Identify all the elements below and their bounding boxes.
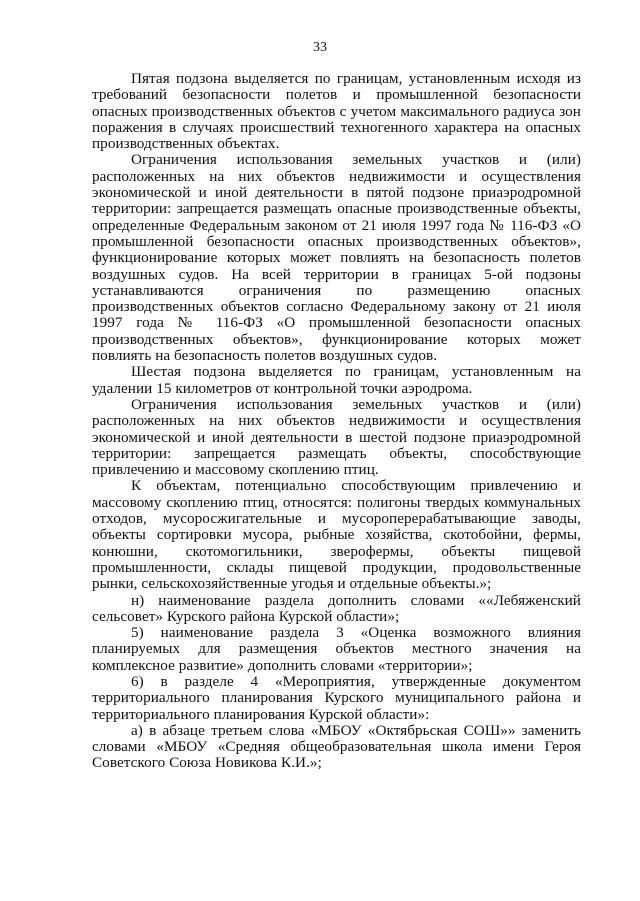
paragraph-bird-attracting-objects: К объектам, потенциально способствующим привлечению и массовому скоплению птиц, относятся: полигоны твердых коммунальных отходов, мусоросжигательные и мусороперерабатывающие заводы, объекты сортировки мусора, рыбные хозяйства, скотобойни, фермы, конюшни, скотомогильники, зверофермы, объекты пищевой промышленности, склады пищевой продукции, продовольственные рынки, сельскохозяйственные угодья и отдельные объекты.»;	[92, 477, 581, 593]
paragraph-amendment-6: 6) в разделе 4 «Мероприятия, утвержденные документом территориального планирования Курского муниципального района и территориального планирования Курской области»:	[92, 672, 581, 723]
paragraph-fifth-subzone-restrictions: Ограничения использования земельных участков и (или) расположенных на них объектов недвижимости и осуществления экономической и иной деятельности в пятой подзоне приаэродромной территории: запрещается размещать опасные производственные объекты, определенные Федеральным законом от 21 июля 1997 года № 116-ФЗ «О промышленной безопасности опасных производственных объектов», функционирование которых может повлиять на безопасность полетов воздушных судов. На всей территории в границах 5-ой подзоны устанавливаются ограничения по размещению опасных производственных объектов согласно Федеральному закону от 21 июля 1997 года № 116-ФЗ «О промышленной безопасности опасных производственных объектов», функционирование которых может повлиять на безопасность полетов воздушных судов.	[92, 151, 581, 365]
paragraph-amendment-5: 5) наименование раздела 3 «Оценка возможного влияния планируемых для размещения объектов местного значения на комплексное развитие» дополнить словами «территории»;	[92, 624, 581, 674]
document-body	[92, 71, 581, 772]
paragraph-amendment-6a: а) в абзаце третьем слова «МБОУ «Октябрьская СОШ»» заменить словами «МБОУ «Средняя общеобразовательная школа имени Героя Советского Союза Новикова К.И.»;	[92, 721, 581, 772]
paragraph-sixth-subzone: Шестая подзона выделяется по границам, установленным на удалении 15 километров от контрольной точки аэродрома.	[92, 363, 581, 397]
paragraph-amendment-n: н) наименование раздела дополнить словами ««Лебяженский сельсовет» Курского района Курской области»;	[92, 591, 581, 625]
paragraph-fifth-subzone: Пятая подзона выделяется по границам, установленным исходя из требований безопасности полетов и промышленной безопасности опасных производственных объектов с учетом максимального радиуса зон поражения в случаях происшествий техногенного характера на опасных производственных объектах.	[92, 70, 581, 153]
page-number: 33	[313, 40, 327, 55]
paragraph-sixth-subzone-restrictions: Ограничения использования земельных участков и (или) расположенных на них объектов недвижимости и осуществления экономической и иной деятельности в шестой подзоне приаэродромной территории: запрещается размещать объекты, способствующие привлечению и массовому скоплению птиц.	[92, 395, 581, 479]
